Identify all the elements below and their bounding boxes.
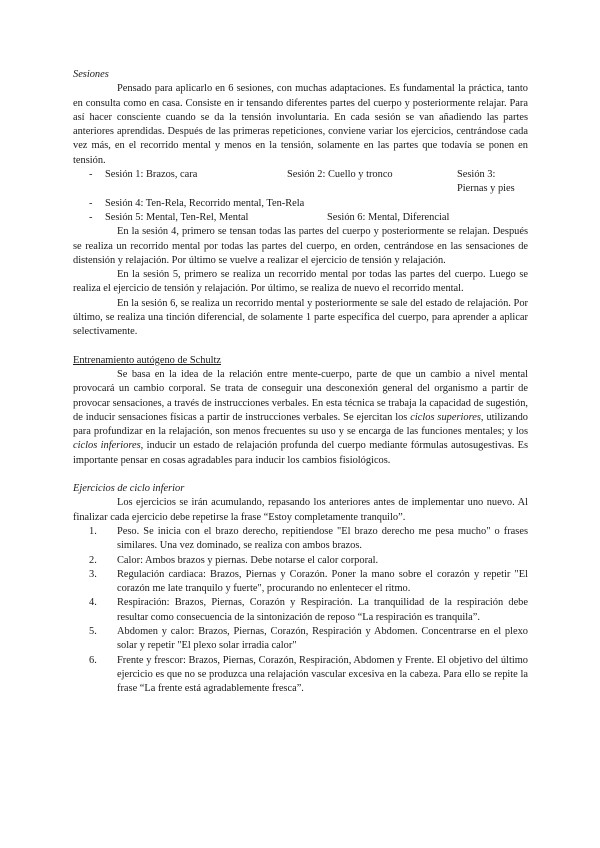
schultz-text-a: Se basa en la idea de la relación entre mente-cuerpo, parte de que un cambio a nivel mental provocará un cambio corporal. Se trata de conseguir una desconexión general del organismo a partir de provocar sensaciones, a través de instrucciones verbales. En esta técnica se trabaja la capacidad de sugestión, de inducir sensaciones físicas a partir de instrucciones verbales. Se ejercitan los — [73, 368, 528, 423]
session-6-label: Sesión 6: Mental, Diferencial — [327, 211, 450, 223]
item-number: 4. — [89, 597, 97, 609]
lower-cycle-heading: Ejercicios de ciclo inferior — [73, 483, 185, 495]
item-number: 6. — [89, 654, 97, 666]
term-ciclos-inferiores: ciclos inferiores — [73, 440, 141, 452]
schultz-text-c: , inducir un estado de relajación profunda del cuerpo mediante fórmulas autosugestivas. Es importante pensar en cosas agradables para inducir los cambios fisiológicos. — [73, 440, 528, 466]
item-text: Abdomen y calor: Brazos, Piernas, Corazón, Respiración y Abdomen. Concentrarse en el plexo solar y repetir "El plexo solar irradia calor" — [117, 625, 528, 652]
section-spacer — [73, 468, 528, 482]
lower-cycle-list — [73, 525, 528, 697]
item-number: 2. — [89, 554, 97, 566]
sessions-intro-paragraph: Pensado para aplicarlo en 6 sesiones, con muchas adaptaciones. Es fundamental la práctica, tanto en consulta como en casa. Consiste en ir tensando diferentes partes del cuerpo y posteriormente relajar. Para así hacer consciente cuando se da la tensión involuntaria. En cada sesión se van añadiendo las partes anteriores aprendidas. Después de las primeras repeticiones, conviene variar los ejercicios, centrándose cada vez más, en el recorrido mental y menos en la tensión, solamente en las partes que todavía se ponen en tensión. — [73, 83, 528, 166]
session-6-paragraph: En la sesión 6, se realiza un recorrido mental y posteriormente se sale del estado de relajación. Por último, se realiza una tinción diferencial, de solamente 1 parte específica del cuerpo, para aprender a aplicar selectivamente. — [73, 297, 528, 338]
item-text: Calor: Ambos brazos y piernas. Debe notarse el calor corporal. — [117, 554, 379, 566]
schultz-text-b: , utilizando para profundizar en la relajación, son menos frecuentes su uso y se encarga de las funciones mentales; y los — [73, 411, 529, 438]
section-spacer — [73, 340, 528, 354]
list-item — [73, 211, 528, 225]
item-number: 3. — [89, 568, 97, 580]
list-item — [73, 625, 528, 654]
list-item — [73, 568, 528, 597]
item-text: Respiración: Brazos, Piernas, Corazón y Respiración. La tranquilidad de la respiración debe resultar como consecuencia de la sintonización de reposo “La respiración es tranquila”. — [117, 597, 528, 623]
session-3-label: Sesión 3: Piernas y pies — [457, 169, 515, 195]
schultz-paragraph — [73, 368, 528, 468]
item-text: Regulación cardiaca: Brazos, Piernas y Corazón. Poner la mano sobre el corazón y repetir "El corazón me late tranquilo y fuerte", procurando no enlentecer el ritmo. — [117, 568, 528, 595]
lower-cycle-intro: Los ejercicios se irán acumulando, repasando los anteriores antes de implementar uno nuevo. Al finalizar cada ejercicio debe repetirse la frase “Estoy completamente tranquilo”. — [73, 497, 528, 523]
list-item — [73, 596, 528, 625]
session-4-label: - Sesión 4: Ten-Rela, Recorrido mental, Ten-Rela — [105, 197, 305, 209]
item-number: 1. — [89, 525, 97, 537]
session-1-label: - Sesión 1: Brazos, cara — [105, 169, 198, 181]
item-text: Peso. Se inicia con el brazo derecho, repitiendose "El brazo derecho me pesa mucho" o frases similares. Una vez dominado, se realiza con ambos brazos. — [117, 525, 528, 552]
list-item — [73, 654, 528, 697]
list-item — [73, 554, 528, 568]
list-item — [73, 197, 528, 211]
item-number: 5. — [89, 625, 97, 637]
sessions-list — [73, 168, 528, 225]
session-4-paragraph: En la sesión 4, primero se tensan todas las partes del cuerpo y posteriormente se relajan. Después se realiza un recorrido mental por todas las partes del cuerpo, en orden, centrándose en las sensaciones de distensión y relajación. Por último se vuelve a realizar el ejercicio de tensión y relajación. — [73, 226, 528, 266]
schultz-heading: Entrenamiento autógeno de Schultz — [73, 354, 222, 366]
item-text: Frente y frescor: Brazos, Piernas, Corazón, Respiración, Abdomen y Frente. El objetivo del último ejercicio es que no se produzca una relajación vascular excesiva en la cabeza. Para ello se repite la frase “La frente está agradablemente fresca”. — [117, 654, 528, 695]
list-item — [73, 168, 528, 197]
session-2-label: Sesión 2: Cuello y tronco — [287, 169, 393, 181]
session-5-label: - Sesión 5: Mental, Ten-Rel, Mental — [105, 211, 249, 223]
list-item — [73, 525, 528, 554]
term-ciclos-superiores: ciclos superiores — [410, 411, 481, 423]
document-content — [73, 68, 528, 696]
session-5-paragraph: En la sesión 5, primero se realiza un recorrido mental por todas las partes del cuerpo. Luego se realiza el ejercicio de tensión y relajación. Por último, se realiza de nuevo el recorrido mental. — [73, 269, 528, 295]
sessions-heading: Sesiones — [73, 69, 109, 80]
